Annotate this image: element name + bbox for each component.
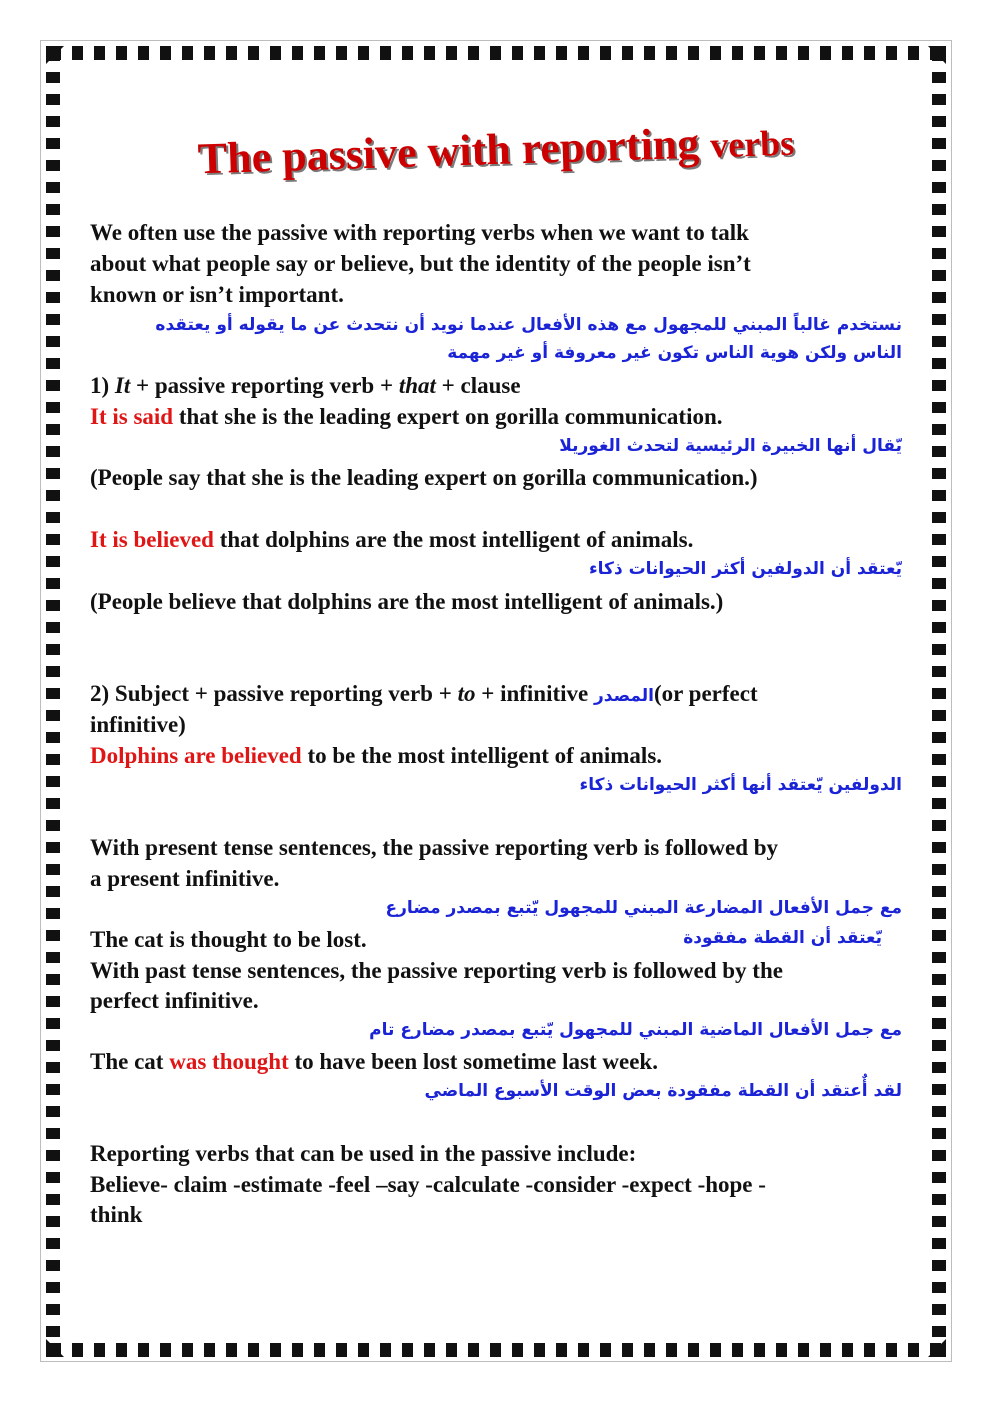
intro-arabic-1: نستخدم غالباً المبني للمجهول مع هذه الأفعال عندما نويد أن نتحدث عن ما يقوله أو يعتقده [155, 315, 902, 335]
past-example-pre: The cat [90, 1049, 170, 1074]
intro-line-2: about what people say or believe, but the identity of the people isn’t [90, 251, 751, 276]
rule-2-heading [90, 680, 902, 710]
verbs-heading: Reporting verbs that can be used in the passive include: [90, 1141, 637, 1166]
rule-1-heading [90, 372, 902, 400]
present-rule-line-1: With present tense sentences, the passive reporting verb is followed by [90, 835, 779, 860]
border-corner-bottom-right [928, 1339, 946, 1357]
rule-1-number: 1) [90, 373, 115, 398]
decorative-border-left [46, 50, 60, 1353]
decorative-border-right [932, 50, 946, 1353]
past-rule-line-2: perfect infinitive. [90, 988, 259, 1013]
past-rule-arabic: مع جمل الأفعال الماضية المبني للمجهول يّتبع بمصدر مضارع تام [369, 1020, 902, 1040]
intro-line-1: We often use the passive with reporting verbs when we want to talk [90, 220, 749, 245]
decorative-border-bottom [50, 1343, 942, 1357]
example-2-arabic: يّعتقد أن الدولفين أكثر الحيوانات ذكاء [588, 559, 902, 579]
rule-2-post: + infinitive [475, 681, 594, 706]
present-example-arabic: يّعتقد أن القطة مفقودة [683, 928, 882, 948]
past-example [90, 1048, 902, 1076]
example-2-paraphrase: (People believe that dolphins are the most intelligent of animals.) [90, 589, 724, 614]
intro-arabic-2: الناس ولكن هوية الناس تكون غير معروفة أو غير مهمة [447, 343, 902, 363]
page-title-tail: verbs [709, 122, 795, 166]
past-rule-line-1: With past tense sentences, the passive reporting verb is followed by the [90, 958, 783, 983]
decorative-border-top [50, 46, 942, 60]
example-3-sentence [90, 742, 902, 770]
rule-1-it: It [114, 373, 131, 398]
border-corner-top-right [928, 46, 946, 64]
example-3-rest: to be the most intelligent of animals. [301, 743, 663, 768]
example-1-paraphrase: (People say that she is the leading expert on gorilla communication.) [90, 465, 758, 490]
past-example-post: to have been lost sometime last week. [288, 1049, 658, 1074]
example-3-arabic: الدولفين يّعتقد أنها أكثر الحيوانات ذكاء [579, 775, 902, 795]
rule-2-arabic: المصدر [594, 686, 654, 706]
present-example: The cat is thought to be lost. [90, 927, 367, 952]
verbs-list-line-2: think [90, 1202, 143, 1227]
rule-1-mid: + passive reporting verb + [130, 373, 399, 398]
present-rule-line-2: a present infinitive. [90, 866, 280, 891]
rule-2-to: to [457, 681, 476, 706]
example-2-sentence [90, 526, 902, 554]
example-1-rest: that she is the leading expert on gorilla communication. [173, 404, 723, 429]
rule-1-that: that [398, 373, 436, 398]
rule-1-end: + clause [435, 373, 521, 398]
rule-2-pre: 2) Subject + passive reporting verb + [90, 681, 458, 706]
border-corner-top-left [46, 46, 64, 64]
example-1-sentence [90, 403, 902, 431]
border-corner-bottom-left [46, 1339, 64, 1357]
intro-line-3: known or isn’t important. [90, 282, 344, 307]
past-example-arabic: لقد أٌعتقد أن القطة مفقودة بعض الوقت الأسبوع الماضي [424, 1081, 902, 1101]
rule-2-end: (or perfect [653, 681, 758, 706]
rule-2-heading-line-2: infinitive) [90, 712, 186, 737]
example-1-highlight: It is said [90, 404, 174, 429]
example-3-highlight: Dolphins are believed [90, 743, 302, 768]
example-2-rest: that dolphins are the most intelligent of animals. [213, 527, 694, 552]
past-example-highlight: was thought [169, 1049, 289, 1074]
present-rule-arabic: مع جمل الأفعال المضارعة المبني للمجهول يّتبع بمصدر مضارع [385, 898, 902, 918]
verbs-list-line-1: Believe- claim -estimate -feel –say -calculate -consider -expect -hope - [90, 1172, 766, 1197]
page-title-main: The passive with reporting [197, 118, 700, 184]
example-2-highlight: It is believed [90, 527, 214, 552]
example-1-arabic: يّقال أنها الخبيرة الرئيسية لتحدث الغوريلا [559, 436, 902, 456]
